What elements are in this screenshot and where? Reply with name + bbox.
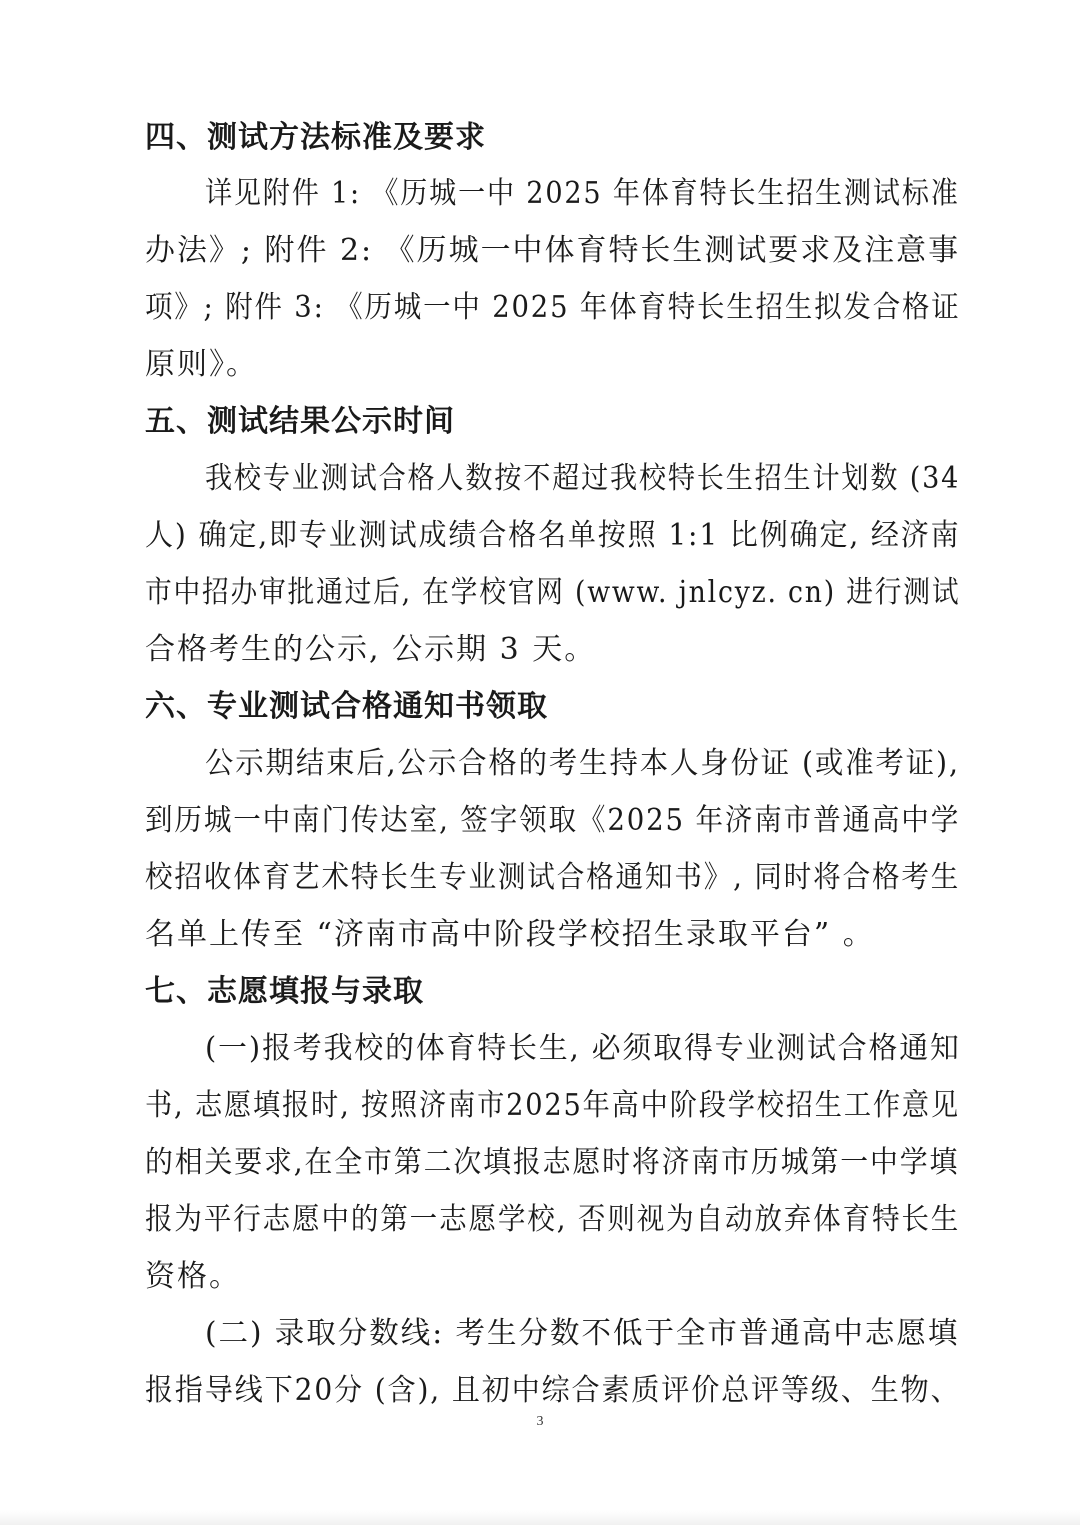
section-5-line-1: 我校专业测试合格人数按不超过我校特长生招生计划数 (34 [205,461,961,496]
section-7-line-1: (一)报考我校的体育特长生, 必须取得专业测试合格通知 [205,1031,961,1066]
section-6-line-1: 公示期结束后,公示合格的考生持本人身份证 (或准考证), [205,746,960,781]
page-number: 3 [536,1414,544,1429]
section-6-line-4: 名单上传至 “济南市高中阶段学校招生录取平台” 。 [145,917,875,952]
section-4-line-2: 办法》; 附件 2: 《历城一中体育特长生测试要求及注意事 [145,233,961,268]
section-5-line-3: 市中招办审批通过后, 在学校官网 (www. jnlcyz. cn) 进行测试 [145,575,961,610]
section-6-heading: 六、专业测试合格通知书领取 [145,689,548,724]
section-7-line-3: 的相关要求,在全市第二次填报志愿时将济南市历城第一中学填 [145,1145,960,1180]
section-4-line-3: 项》; 附件 3: 《历城一中 2025 年体育特长生招生拟发合格证 [145,290,961,325]
section-5-heading: 五、测试结果公示时间 [145,404,455,439]
section-6-line-2: 到历城一中南门传达室, 签字领取《2025 年济南市普通高中学 [145,803,961,838]
section-4-line-4: 原则》。 [145,347,258,382]
section-7-heading: 七、志愿填报与录取 [145,974,424,1009]
section-7-line-6: (二) 录取分数线: 考生分数不低于全市普通高中志愿填 [205,1316,960,1351]
section-4-heading: 四、测试方法标准及要求 [145,120,486,155]
section-7-line-5: 资格。 [145,1259,241,1294]
section-4-line-1: 详见附件 1: 《历城一中 2025 年体育特长生招生测试标准 [205,176,960,211]
section-5-line-2: 人) 确定,即专业测试成绩合格名单按照 1:1 比例确定, 经济南 [145,518,961,553]
section-6-line-3: 校招收体育艺术特长生专业测试合格通知书》, 同时将合格考生 [145,860,961,895]
section-5-line-4: 合格考生的公示, 公示期 3 天。 [145,632,597,667]
section-7-line-7: 报指导线下20分 (含), 且初中综合素质评价总评等级、生物、 [145,1373,961,1408]
section-7-line-4: 报为平行志愿中的第一志愿学校, 否则视为自动放弃体育特长生 [145,1202,961,1237]
section-7-line-2: 书, 志愿填报时, 按照济南市2025年高中阶段学校招生工作意见 [145,1088,960,1123]
page-bottom-edge [0,1510,1080,1525]
